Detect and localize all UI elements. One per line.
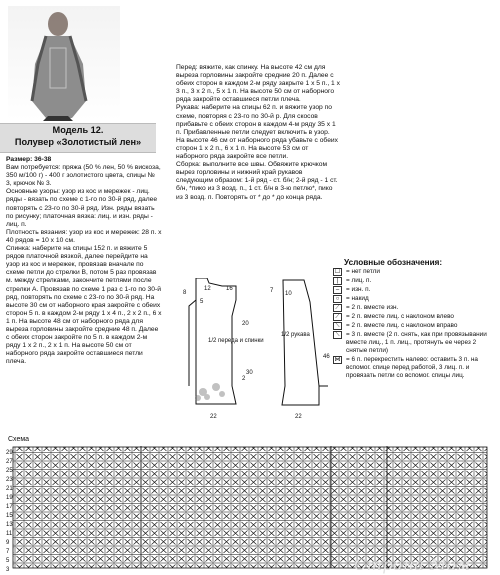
left-line-1: Вам потребуется: пряжа (50 % лен, 50 % вискоза, 350 м/100 г) - 400 г золотистого цвета, спицы № 3, крючок № 3.: [6, 164, 161, 188]
legend-text-5: = 2 п. вместе изн.: [346, 304, 399, 311]
watermark-text: Страна Мам: [354, 555, 471, 574]
left-instructions: [6, 156, 162, 366]
d-2: 2: [242, 376, 246, 382]
legend-row-4: [333, 295, 495, 303]
row-7: 7: [6, 549, 10, 555]
sleeve-label: 1/2 рукава: [281, 332, 310, 338]
d-22: 22: [210, 414, 217, 420]
row-19: 19: [6, 495, 13, 501]
model-subtitle: Полувер «Золотистый лен»: [14, 137, 142, 147]
legend-symbol-6: ⟋: [333, 313, 342, 321]
legend-symbol-9: ⋈: [334, 357, 341, 363]
legend-row-7: [333, 322, 495, 330]
legend-row-2: [333, 277, 495, 285]
d-12: 12: [204, 286, 211, 292]
legend-text-1: = нет петли: [346, 268, 380, 275]
legend-symbol-4: ○: [333, 295, 342, 303]
legend-text-4: = накид: [346, 295, 369, 302]
left-line-3: Плотность вязания: узор из кос и мережек: 28 п. x 40 рядов = 10 x 10 см.: [6, 228, 162, 244]
legend-text-9: = 6 п. перекрестить налево: оставить 3 п. на вспомог. спице перед работой, 3 лиц. п. и провязать петли со вспомог. спицы лиц.: [346, 356, 478, 379]
row-3: 3: [6, 567, 10, 573]
legend-row-8: [333, 331, 495, 355]
legend-text-8: = 3 п. вместе (2 п. снять, как при провязывании вместе лиц., 1 п. лиц., протянуть ее через 2 снятые петли): [346, 331, 487, 354]
d-46: 46: [323, 354, 330, 360]
d-5: 5: [200, 299, 204, 305]
scheme-label: Схема: [8, 436, 30, 443]
d-8: 8: [183, 290, 187, 296]
row-25: 25: [6, 468, 13, 474]
row-29: 29: [6, 450, 13, 456]
row-17: 17: [6, 504, 13, 510]
model-photo-illustration: [8, 6, 120, 121]
legend-row-9: [333, 356, 495, 380]
legend-symbol-5: ⟋: [333, 304, 342, 312]
pattern-diagram: [174, 278, 334, 426]
model-title-band: [0, 123, 156, 153]
row-15: 15: [6, 513, 13, 519]
d-22b: 22: [295, 414, 302, 420]
row-27: 27: [6, 459, 13, 465]
row-11: 11: [6, 531, 13, 537]
legend-symbol-1: ☐: [334, 269, 341, 275]
row-23: 23: [6, 477, 13, 483]
d-20: 20: [242, 321, 249, 327]
middle-instructions: [176, 64, 340, 202]
middle-line-1: Перед: вяжите, как спинку. На высоте 42 см для выреза горловины закройте средние 20 п. Далее с обеих сторон в каждом 2-м ряду закрыте 1 x 5 п., 1 x 3 п., 3 x 2 п., 5 x 1 п. На высоте 50 см от наборного ряда закройте оставшиеся петли плеча.: [176, 64, 340, 104]
row-13: 13: [6, 522, 13, 528]
row-21: 21: [6, 486, 13, 492]
d-16: 16: [226, 286, 233, 292]
model-title: Модель 12.: [52, 125, 104, 135]
left-line-2: Основные узоры: узор из кос и мережек - лиц. ряды - вязать по схеме с 1-го по 30-й ряд, далее повторять с 23-го по 30-й ряд. Изн. ряды вязать по рисунку; платочная вязка: лиц. и изн. ряды - лиц. п.: [6, 188, 158, 228]
middle-line-2: Рукава: наберите на спицы 62 п. и вяжите узор по схеме, повторяя с 23-го по 30-й р. Для скосов прибавьте с обеих сторон в каждом 4-м ряду 35 x 1 п. Прибавленные петли следует включить в узор. На высоте 46 см от наборного ряда убавьте с обеих сторон 1 x 2 п., 6 x 1 п. На высоте 53 см от наборного ряда закройте все петли.: [176, 104, 338, 161]
legend-title: Условные обозначения:: [344, 258, 443, 267]
legend-text-7: = 2 п. вместе лиц. с наклоном вправо: [346, 322, 458, 329]
row-9: 9: [6, 540, 10, 546]
legend-symbol-8: ⟍: [333, 331, 342, 339]
d-10: 10: [285, 291, 292, 297]
legend-row-3: [333, 286, 495, 294]
front-label: 1/2 переда и спинки: [208, 338, 264, 344]
legend-symbol-7: ⟍: [333, 322, 342, 330]
d-7: 7: [270, 288, 274, 294]
middle-line-3: Сборка: выполните все швы. Обвяжите крючком вырез горловины и нижний край рукавов следующим образом: 1-й ряд - ст. б/н; 2-й ряд - 1 ст. б/н, *пико из 3 возд. п., 1 ст. б/н в 3-ю петлю*, пико из 3 возд. п. Повторять от * до * до конца ряда.: [176, 161, 338, 201]
model-photo: [8, 6, 120, 121]
size-text: Размер: 36-38: [6, 156, 52, 163]
legend-symbol-3: –: [333, 286, 342, 294]
row-5: 5: [6, 558, 10, 564]
legend-row-1: [333, 268, 495, 276]
legend-text-2: = лиц. п.: [346, 277, 372, 284]
legend-row-6: [333, 313, 495, 321]
legend-text-6: = 2 п. вместе лиц. с наклоном влево: [346, 313, 454, 320]
d-30: 30: [246, 370, 253, 376]
left-line-4: Спинка: наберите на спицы 152 п. и вяжите 5 рядов платочной вязкой, далее перейдите на узор из кос и мережек, провязав вначале по схеме петли до стрелки В, потом 5 раз провязав м. между стрелками, закончите петлями после стрелки А. Провязав по схеме 1 раз с 1-го по 30-й ряд, повторять по схеме с 23-го по 30-й ряд. На высоте 30 см от наборного края закройте с обеих сторон 5 п. в каждом 2-м ряду 1 x 4 п., 2 x 2 п., 6 x 1 п. На высоте 48 см от наборного ряда для выреза горловины закройте средние 48 п. Далее с обеих сторон закройте по 5 п. в каждом 2-м ряду 1 x 2 п., 2 x 1 п. На высоте 50 см от наборного ряда закройте оставшиеся петли плеча.: [6, 245, 162, 366]
watermark: [354, 555, 471, 574]
legend-text-3: = изн. п.: [346, 286, 371, 293]
legend-row-5: [333, 304, 495, 312]
legend: [333, 258, 495, 381]
legend-symbol-2: |: [333, 277, 342, 285]
